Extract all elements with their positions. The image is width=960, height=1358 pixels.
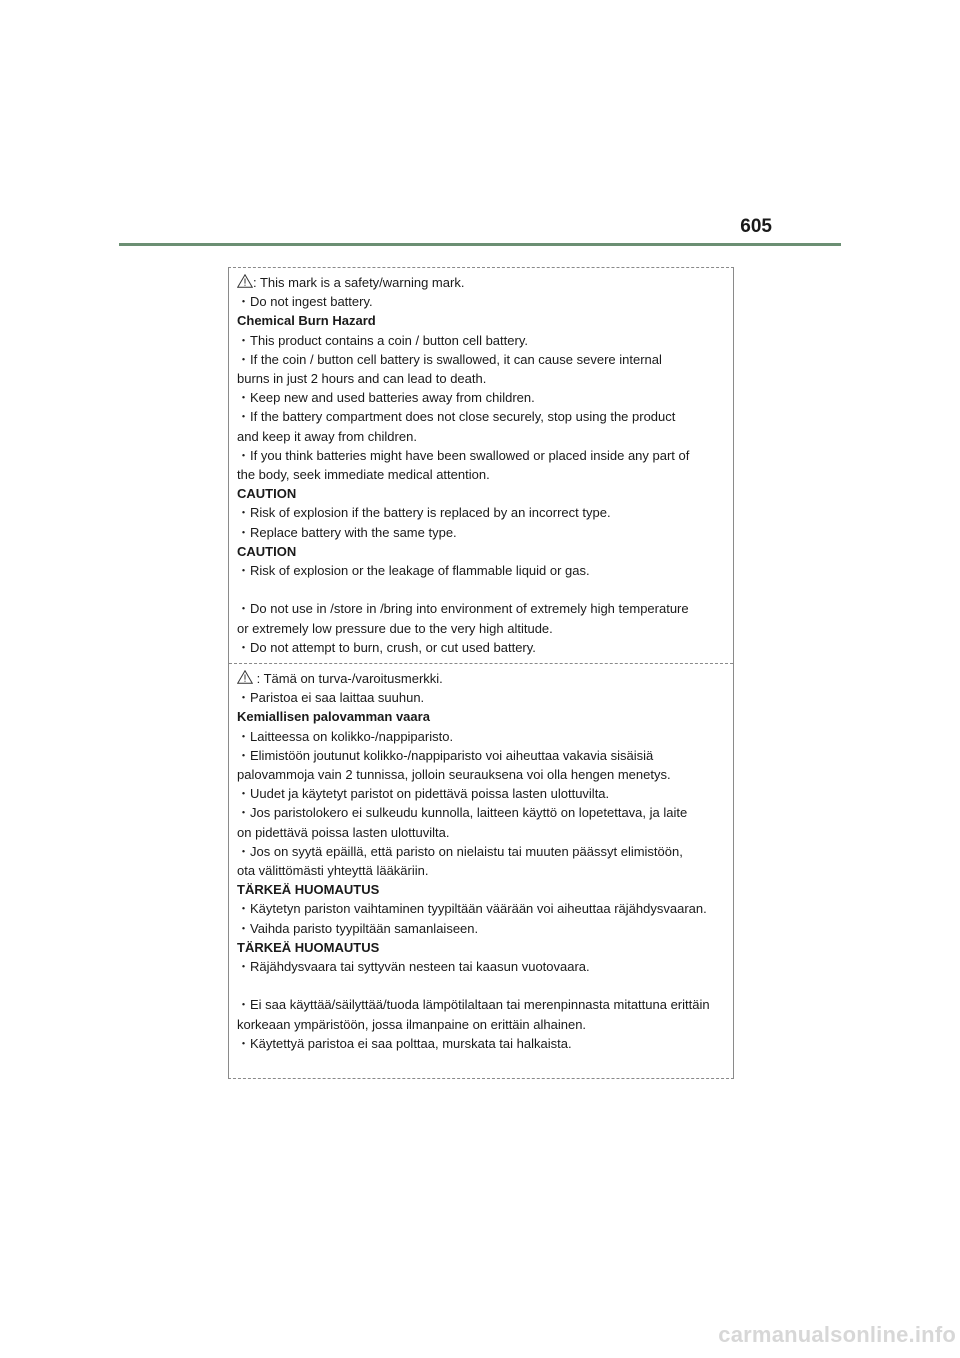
finnish-line: ・Paristoa ei saa laittaa suuhun. (237, 690, 425, 706)
finnish-line: ・Elimistöön joutunut kolikko-/nappiparisto voi aiheuttaa vakavia sisäisiä (237, 747, 654, 763)
finnish-line: ・Käytettyä paristoa ei saa polttaa, murskata tai halkaista. (237, 1035, 572, 1051)
english-heading: Chemical Burn Hazard (237, 313, 376, 329)
english-line: ・Keep new and used batteries away from children. (237, 390, 535, 406)
english-line: and keep it away from children. (237, 428, 417, 444)
site-watermark: carmanualsonline.info (718, 1322, 956, 1347)
battery-warning-box (228, 267, 734, 1079)
english-line: ・If the battery compartment does not close securely, stop using the product (237, 409, 676, 425)
english-line: ・Replace battery with the same type. (237, 524, 457, 540)
finnish-mark-text: : Tämä on turva-/varoitusmerkki. (256, 671, 443, 687)
english-line: the body, seek immediate medical attention. (237, 467, 490, 483)
header-rule (119, 243, 841, 246)
finnish-line: ・Jos on syytä epäillä, että paristo on nielaistu tai muuten päässyt elimistöön, (237, 843, 683, 859)
finnish-heading: TÄRKEÄ HUOMAUTUS (237, 882, 380, 898)
english-line: ・Do not ingest battery. (237, 294, 373, 310)
english-line: burns in just 2 hours and can lead to death. (237, 371, 487, 387)
finnish-blank-line (237, 1053, 725, 1072)
finnish-line: ・Jos paristolokero ei sulkeudu kunnolla, laitteen käyttö on lopetettava, ja laite (237, 805, 688, 821)
finnish-line: ・Laitteessa on kolikko-/nappiparisto. (237, 728, 454, 744)
page-number: 605 (740, 216, 772, 237)
finnish-line: ・Ei saa käyttää/säilyttää/tuoda lämpötilaltaan tai merenpinnasta mitattuna erittäin (237, 997, 710, 1013)
english-heading: CAUTION (237, 486, 297, 502)
finnish-section (229, 663, 733, 1078)
finnish-line: ・Vaihda paristo tyypiltään samanlaiseen. (237, 920, 479, 936)
finnish-blank-line (237, 976, 725, 995)
warning-triangle-icon (237, 274, 253, 288)
finnish-heading: Kemiallisen palovamman vaara (237, 709, 430, 725)
finnish-line: palovammoja vain 2 tunnissa, jolloin seurauksena voi olla hengen menetys. (237, 767, 671, 783)
warning-triangle-icon (237, 670, 253, 684)
english-mark-line (237, 273, 725, 292)
english-line: ・If you think batteries might have been swallowed or placed inside any part of (237, 447, 690, 463)
english-line: or extremely low pressure due to the very high altitude. (237, 620, 553, 636)
finnish-line: on pidettävä poissa lasten ulottuvilta. (237, 824, 450, 840)
english-line: ・Risk of explosion if the battery is replaced by an incorrect type. (237, 505, 611, 521)
finnish-line: ・Räjähdysvaara tai syttyvän nesteen tai kaasun vuotovaara. (237, 959, 590, 975)
english-line: ・Risk of explosion or the leakage of flammable liquid or gas. (237, 563, 590, 579)
english-heading: CAUTION (237, 543, 297, 559)
english-line: ・If the coin / button cell battery is swallowed, it can cause severe internal (237, 351, 662, 367)
english-section (229, 268, 733, 663)
english-line: ・Do not attempt to burn, crush, or cut used battery. (237, 639, 536, 655)
finnish-line: ota välittömästi yhteyttä lääkäriin. (237, 863, 429, 879)
english-mark-text: : This mark is a safety/warning mark. (253, 275, 465, 290)
english-line: ・Do not use in /store in /bring into environment of extremely high temperature (237, 601, 689, 617)
finnish-line: korkeaan ympäristöön, jossa ilmanpaine on erittäin alhainen. (237, 1016, 587, 1032)
english-blank-line (237, 580, 725, 599)
english-line: ・This product contains a coin / button cell battery. (237, 332, 528, 348)
finnish-line: ・Käytetyn pariston vaihtaminen tyypiltään väärään voi aiheuttaa räjähdysvaaran. (237, 901, 707, 917)
finnish-line: ・Uudet ja käytetyt paristot on pidettävä poissa lasten ulottuvilta. (237, 786, 610, 802)
finnish-heading: TÄRKEÄ HUOMAUTUS (237, 939, 380, 955)
finnish-mark-line (237, 669, 725, 688)
